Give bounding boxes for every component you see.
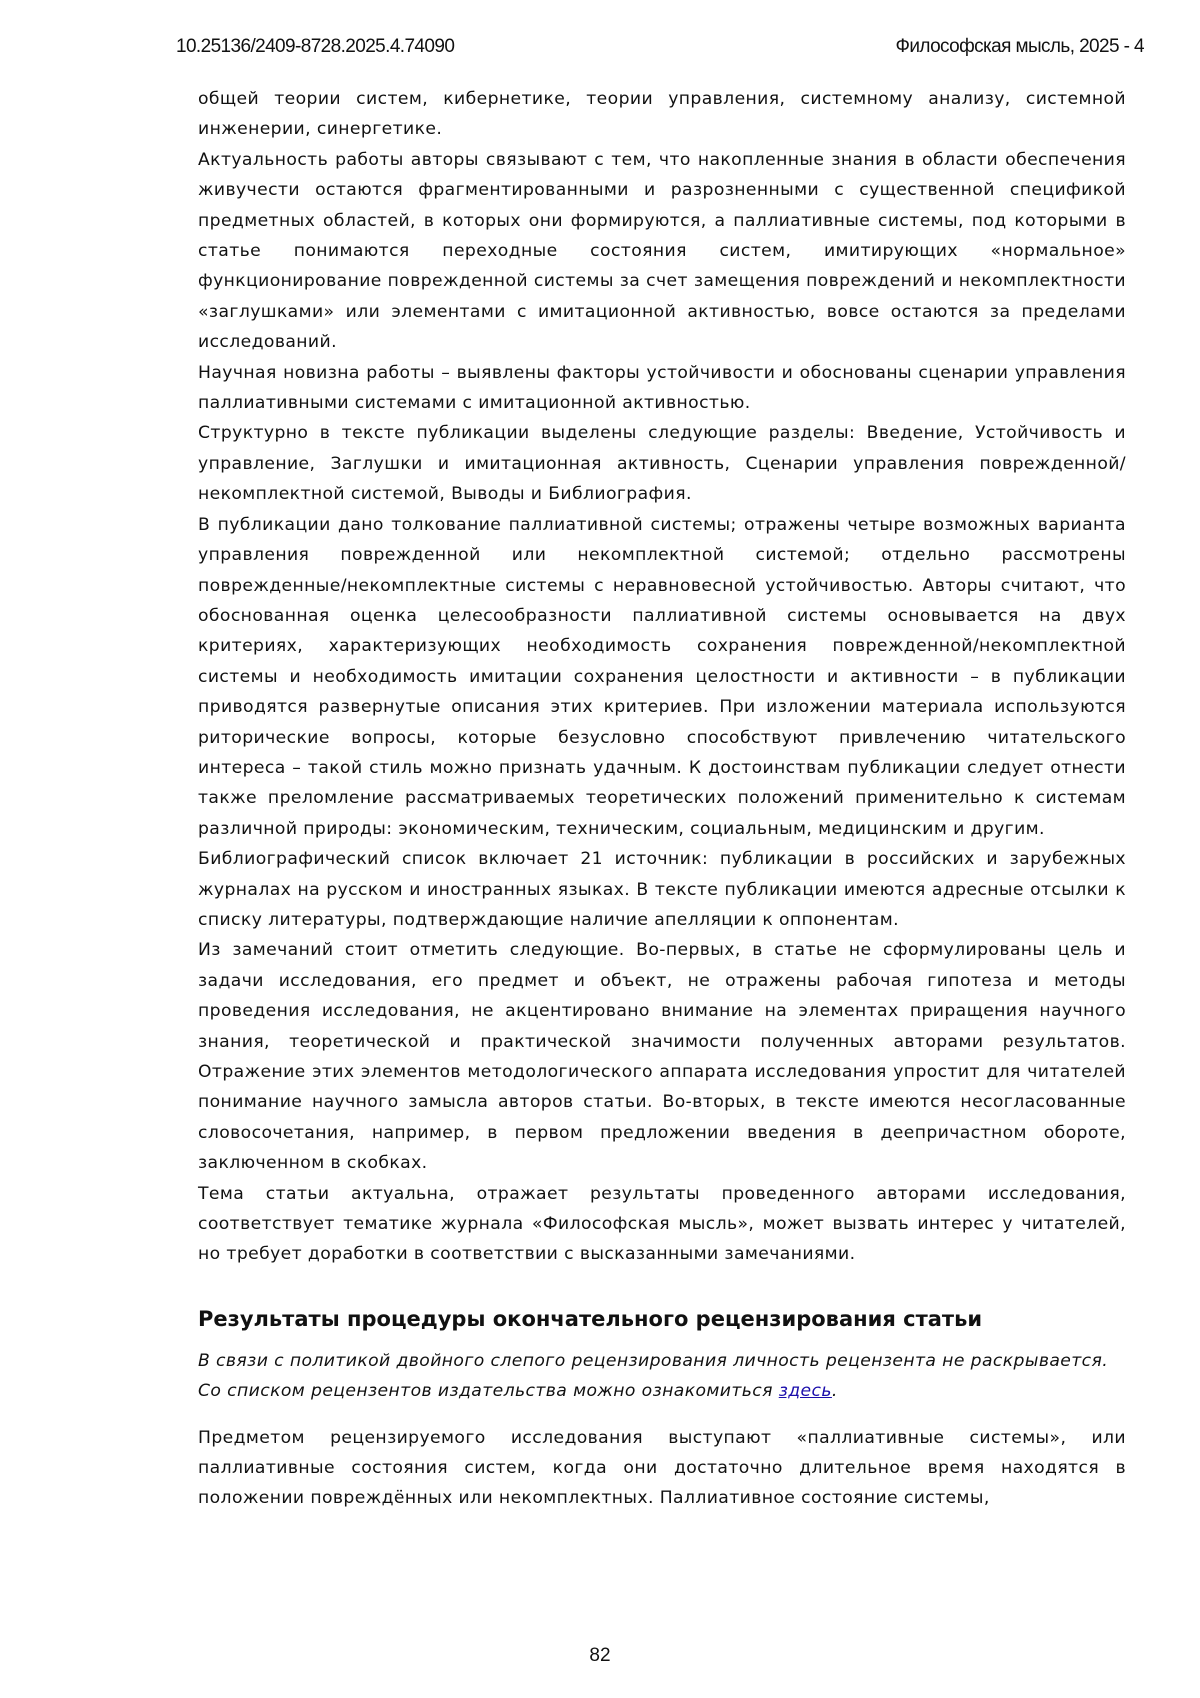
page-header (0, 0, 1200, 60)
paragraph-8: Тема статьи актуальна, отражает результаты проведенного авторами исследования, соответствует тематике журнала «Философская мысль», может вызвать интерес у читателей, но требует доработки в соответствии с высказанными замечаниями. (198, 1179, 1126, 1270)
article-body (198, 84, 1126, 1514)
paragraph-2: Актуальность работы авторы связывают с тем, что накопленные знания в области обеспечения живучести остаются фрагментированными и разрозненными с существенной спецификой предметных областей, в которых они формируются, а паллиативные системы, под которыми в статье понимаются переходные состояния систем, имитирующих «нормальное» функционирование поврежденной системы за счет замещения повреждений и некомплектности «заглушками» или элементами с имитационной активностью, вовсе остаются за пределами исследований. (198, 145, 1126, 358)
reviewers-list-link[interactable]: здесь (779, 1381, 832, 1401)
paragraph-3: Научная новизна работы – выявлены факторы устойчивости и обоснованы сценарии управления паллиативными системами с имитационной активностью. (198, 358, 1126, 419)
paragraph-6: Библиографический список включает 21 источник: публикации в российских и зарубежных журналах на русском и иностранных языках. В тексте публикации имеются адресные отсылки к списку литературы, подтверждающие наличие апелляции к оппонентам. (198, 844, 1126, 935)
reviewer-note-1: В связи с политикой двойного слепого рецензирования личность рецензента не раскрывается. (198, 1346, 1126, 1376)
page-number: 82 (589, 1645, 610, 1666)
review-body-paragraph: Предметом рецензируемого исследования выступают «паллиативные системы», или паллиативные состояния систем, когда они достаточно длительное время находятся в положении повреждённых или некомплектных. Паллиативное состояние системы, (198, 1423, 1126, 1514)
paragraph-4: Структурно в тексте публикации выделены следующие разделы: Введение, Устойчивость и управление, Заглушки и имитационная активность, Сценарии управления поврежденной/некомплектной системой, Выводы и Библиография. (198, 418, 1126, 509)
paragraph-5: В публикации дано толкование паллиативной системы; отражены четыре возможных варианта управления поврежденной или некомплектной системой; отдельно рассмотрены поврежденные/некомплектные системы с неравновесной устойчивостью. Авторы считают, что обоснованная оценка целесообразности паллиативной системы основывается на двух критериях, характеризующих необходимость сохранения поврежденной/некомплектной системы и необходимость имитации сохранения целостности и активности – в публикации приводятся развернутые описания этих критериев. При изложении материала используются риторические вопросы, которые безусловно способствуют привлечению читательского интереса – такой стиль можно признать удачным. К достоинствам публикации следует отнести также преломление рассматриваемых теоретических положений применительно к системам различной природы: экономическим, техническим, социальным, медицинским и другим. (198, 510, 1126, 844)
paragraph-7: Из замечаний стоит отметить следующие. Во-первых, в статье не сформулированы цель и задачи исследования, его предмет и объект, не отражены рабочая гипотеза и методы проведения исследования, не акцентировано внимание на элементах приращения научного знания, теоретической и практической значимости полученных авторами результатов. Отражение этих элементов методологического аппарата исследования упростит для читателей понимание научного замысла авторов статьи. Во-вторых, в тексте имеются несогласованные словосочетания, например, в первом предложении введения в деепричастном обороте, заключенном в скобках. (198, 935, 1126, 1178)
reviewer-note-suffix: . (832, 1381, 838, 1401)
page-footer (0, 1645, 1200, 1667)
section-title: Результаты процедуры окончательного рецензирования статьи (198, 1304, 1126, 1334)
reviewer-note-2 (198, 1376, 1126, 1406)
doi-label: 10.25136/2409-8728.2025.4.74090 (176, 36, 454, 58)
reviewer-note-prefix: Со списком рецензентов издательства можно ознакомиться (198, 1381, 779, 1401)
paragraph-1: общей теории систем, кибернетике, теории управления, системному анализу, системной инженерии, синергетике. (198, 84, 1126, 145)
journal-label: Философская мысль, 2025 - 4 (896, 36, 1144, 58)
